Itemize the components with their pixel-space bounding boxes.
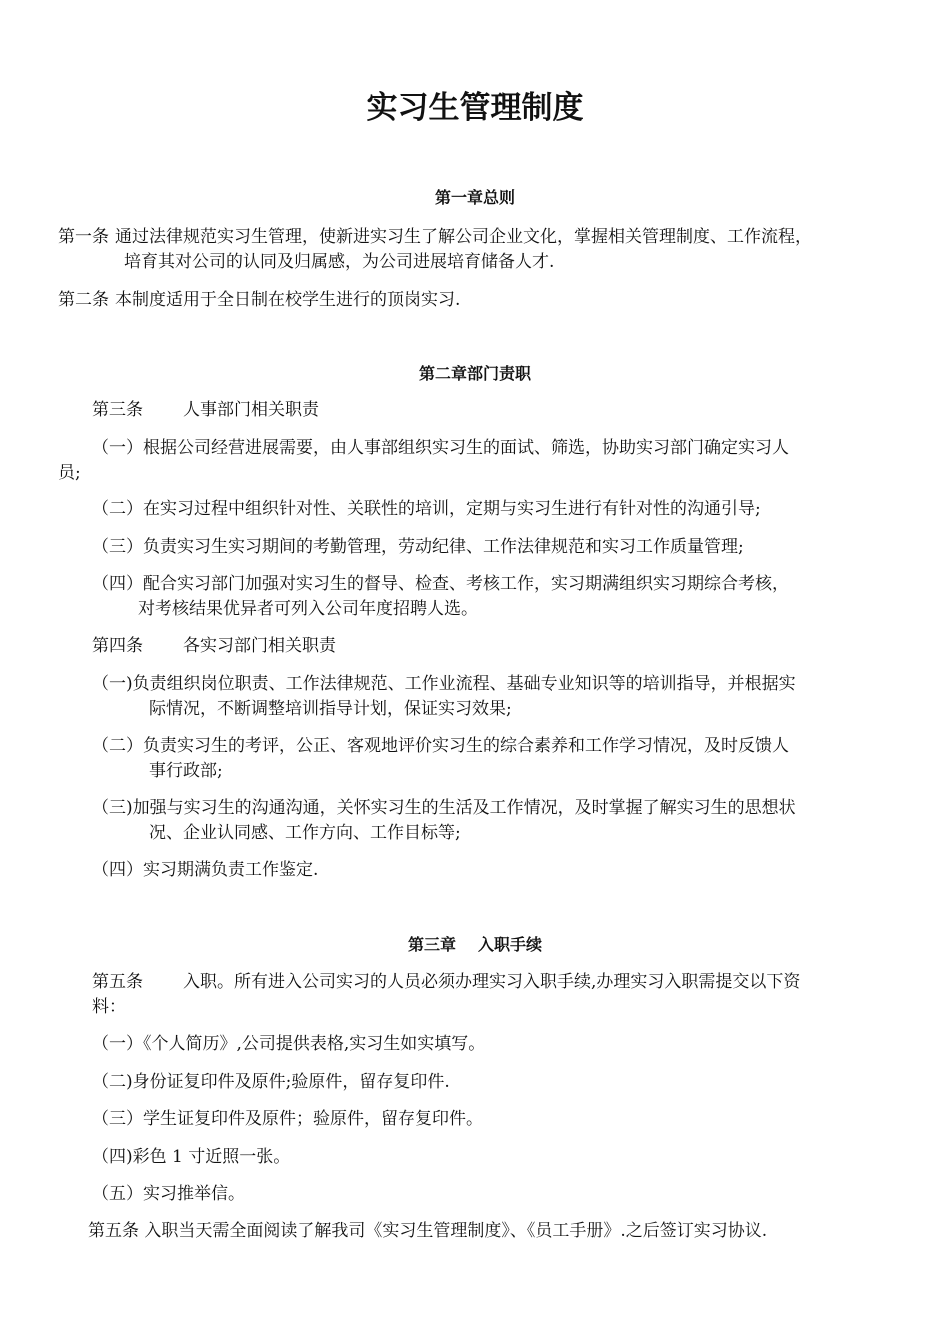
article-3-item-1-line-2: 员; xyxy=(58,463,81,483)
article-5-text: 入职。所有进入公司实习的人员必须办理实习入职手续,办理实习入职需提交以下资 xyxy=(183,972,801,992)
article-2-label: 第二条 xyxy=(58,290,109,310)
article-5-item-4: （四)彩色 1 寸近照一张。 xyxy=(92,1147,291,1167)
article-5-item-2: （二)身份证复印件及原件;验原件，留存复印件. xyxy=(92,1072,450,1092)
article-1-line-2: 培育其对公司的认同及归属感，为公司进展培育储备人才. xyxy=(124,252,555,272)
article-2 xyxy=(58,290,460,310)
article-4-label: 第四条 xyxy=(92,636,143,656)
article-5-item-5: （五）实习推举信。 xyxy=(92,1184,245,1204)
article-4-item-3-line-2: 况、企业认同感、工作方向、工作目标等; xyxy=(149,823,461,843)
chapter-3-number: 第三章 xyxy=(407,935,456,954)
article-1-line-1 xyxy=(58,227,812,247)
article-5-line-1 xyxy=(92,972,800,992)
article-1-text: 通过法律规范实习生管理，使新进实习生了解公司企业文化，掌握相关管理制度、工作流程， xyxy=(115,227,812,247)
chapter-3-title: 入职手续 xyxy=(478,935,543,954)
article-4-item-3-line-1: （三)加强与实习生的沟通沟通，关怀实习生的生活及工作情况，及时掌握了解实习生的思想状 xyxy=(92,798,796,818)
chapter-2-heading: 第二章部门责职 xyxy=(418,364,531,383)
article-3-item-4-line-1: （四）配合实习部门加强对实习生的督导、检查、考核工作，实习期满组织实习期综合考核， xyxy=(92,574,789,594)
chapter-1-heading: 第一章总则 xyxy=(434,188,515,207)
article-3-item-4-line-2: 对考核结果优异者可列入公司年度招聘人选。 xyxy=(138,599,478,619)
article-4-item-1-line-1: （一)负责组织岗位职责、工作法律规范、工作业流程、基础专业知识等的培训指导，并根据实 xyxy=(92,674,796,694)
article-5b: 第五条 入职当天需全面阅读了解我司《实习生管理制度》、《员工手册》.之后签订实习协议. xyxy=(88,1221,768,1241)
article-2-text: 本制度适用于全日制在校学生进行的顶岗实习. xyxy=(115,290,461,310)
article-5-line-2: 料： xyxy=(92,997,126,1017)
article-5-item-3: （三）学生证复印件及原件；验原件，留存复印件。 xyxy=(92,1109,483,1129)
article-3-title: 人事部门相关职责 xyxy=(183,400,319,420)
article-4-heading xyxy=(92,636,336,656)
article-1-label: 第一条 xyxy=(58,227,109,247)
article-3-label: 第三条 xyxy=(92,400,143,420)
article-4-item-1-line-2: 际情况，不断调整培训指导计划，保证实习效果; xyxy=(149,699,512,719)
article-4-item-2-line-2: 事行政部; xyxy=(149,761,223,781)
article-3-item-2: （二）在实习过程中组织针对性、关联性的培训，定期与实习生进行有针对性的沟通引导; xyxy=(92,499,761,519)
article-4-title: 各实习部门相关职责 xyxy=(183,636,336,656)
article-3-item-1-line-1: （一）根据公司经营进展需要，由人事部组织实习生的面试、筛选，协助实习部门确定实习人 xyxy=(92,438,789,458)
document-title: 实习生管理制度 xyxy=(366,90,584,126)
article-5-item-1: （一）《个人简历》,公司提供表格,实习生如实填写。 xyxy=(92,1034,486,1054)
chapter-3-heading xyxy=(0,935,950,955)
article-3-item-3: （三）负责实习生实习期间的考勤管理，劳动纪律、工作法律规范和实习工作质量管理; xyxy=(92,537,744,557)
article-3-heading xyxy=(92,400,319,420)
article-5-label: 第五条 xyxy=(92,972,143,992)
article-4-item-2-line-1: （二）负责实习生的考评，公正、客观地评价实习生的综合素养和工作学习情况，及时反馈人 xyxy=(92,736,789,756)
article-4-item-4: （四）实习期满负责工作鉴定. xyxy=(92,860,319,880)
